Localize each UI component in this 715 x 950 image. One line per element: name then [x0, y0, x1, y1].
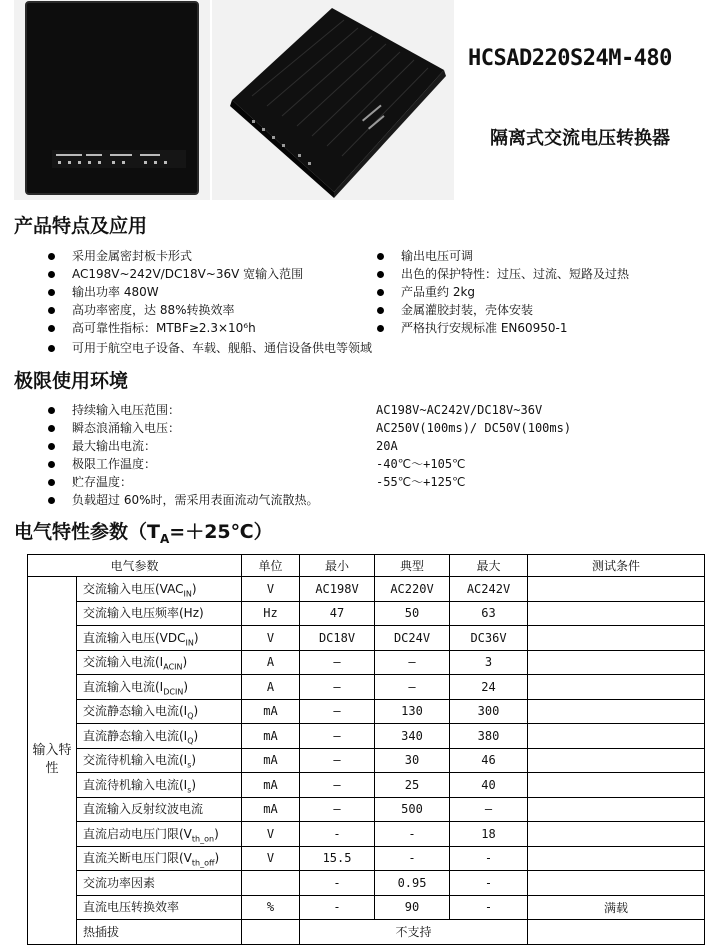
limit-note: 负载超过 60%时，需采用表面流动气流散热。	[72, 491, 319, 509]
table-row	[28, 846, 705, 871]
param-min: -	[300, 822, 375, 847]
bullet-icon	[48, 479, 55, 486]
table-row	[28, 724, 705, 749]
param-typ: DC24V	[375, 626, 450, 651]
bullet-icon	[48, 345, 55, 352]
electrical-heading: 电气特性参数$(T_A=+25℃)$	[14, 521, 273, 546]
param-unit	[242, 871, 300, 896]
param-unit	[242, 920, 300, 945]
header-max: 最大	[450, 555, 528, 577]
param-max: 380	[450, 724, 528, 749]
limit-item: 最大输出电流： 20A	[72, 437, 156, 455]
table-row	[28, 920, 705, 945]
param-min: 15.5	[300, 846, 375, 871]
param-min: —	[300, 675, 375, 700]
param-cond	[528, 748, 705, 773]
bullet-icon	[48, 407, 55, 414]
feature-item: 高功率密度，达 88%转换效率	[72, 301, 235, 319]
table-row	[28, 626, 705, 651]
param-name: 交流功率因素	[77, 871, 242, 896]
bullet-icon	[377, 289, 384, 296]
param-unit: V	[242, 822, 300, 847]
product-subtitle: 隔离式交流电压转换器	[490, 128, 670, 149]
header-cond: 测试条件	[528, 555, 705, 577]
bullet-icon	[48, 271, 55, 278]
param-max: -	[450, 846, 528, 871]
param-unit: V	[242, 846, 300, 871]
param-cond	[528, 626, 705, 651]
bullet-icon	[48, 253, 55, 260]
table-row	[28, 895, 705, 920]
bullet-icon	[48, 461, 55, 468]
param-typ: 340	[375, 724, 450, 749]
param-name: 直流输入电压$(VDC_{IN})$	[77, 626, 242, 651]
param-min: —	[300, 797, 375, 822]
param-unit: %	[242, 895, 300, 920]
param-unit: mA	[242, 797, 300, 822]
param-typ: 90	[375, 895, 450, 920]
feature-item: 输出电压可调	[401, 247, 473, 265]
param-unit: mA	[242, 748, 300, 773]
param-cond	[528, 699, 705, 724]
param-typ: 25	[375, 773, 450, 798]
param-max: 24	[450, 675, 528, 700]
param-max: DC36V	[450, 626, 528, 651]
param-min: —	[300, 699, 375, 724]
param-max: -	[450, 895, 528, 920]
param-max: -	[450, 871, 528, 896]
param-min: —	[300, 650, 375, 675]
bullet-icon	[48, 425, 55, 432]
bullet-icon	[48, 497, 55, 504]
param-unit: V	[242, 626, 300, 651]
param-name: 直流启动电压门限$(V_{th\_on})$	[77, 822, 242, 847]
table-header-row	[28, 555, 705, 577]
param-unit: Hz	[242, 601, 300, 626]
bullet-icon	[48, 289, 55, 296]
param-name: 直流待机输入电流$(I_s)$	[77, 773, 242, 798]
param-typ: 30	[375, 748, 450, 773]
table-row	[28, 601, 705, 626]
limits-heading: 极限使用环境	[14, 370, 129, 392]
param-unit: V	[242, 577, 300, 602]
table-row	[28, 797, 705, 822]
electrical-spec-table	[27, 554, 705, 945]
param-unit: mA	[242, 699, 300, 724]
param-cond	[528, 650, 705, 675]
table-row	[28, 748, 705, 773]
bullet-icon	[377, 307, 384, 314]
param-typ: 130	[375, 699, 450, 724]
param-max: 40	[450, 773, 528, 798]
param-value: 不支持	[300, 920, 528, 945]
param-unit: mA	[242, 724, 300, 749]
param-name: 交流输入电流$(I_{ACIN})$	[77, 650, 242, 675]
feature-item: AC198V~242V/DC18V~36V 宽输入范围	[72, 265, 303, 283]
param-max: 3	[450, 650, 528, 675]
param-min: -	[300, 871, 375, 896]
bullet-icon	[48, 325, 55, 332]
param-max: 18	[450, 822, 528, 847]
param-cond	[528, 675, 705, 700]
param-typ: 50	[375, 601, 450, 626]
param-typ: AC220V	[375, 577, 450, 602]
param-cond	[528, 773, 705, 798]
param-cond	[528, 871, 705, 896]
param-cond	[528, 920, 705, 945]
table-row	[28, 675, 705, 700]
param-cond: 满载	[528, 895, 705, 920]
table-row	[28, 822, 705, 847]
param-max: AC242V	[450, 577, 528, 602]
limit-item: 极限工作温度： -40℃～+105℃	[72, 455, 156, 473]
param-typ: -	[375, 822, 450, 847]
param-name: 直流静态输入电流$(I_Q)$	[77, 724, 242, 749]
param-min: —	[300, 773, 375, 798]
param-max: 46	[450, 748, 528, 773]
param-unit: A	[242, 675, 300, 700]
param-min: DC18V	[300, 626, 375, 651]
product-photo-front	[14, 0, 210, 200]
param-min: AC198V	[300, 577, 375, 602]
param-cond	[528, 601, 705, 626]
feature-item: 采用金属密封板卡形式	[72, 247, 192, 265]
param-max: 63	[450, 601, 528, 626]
limit-item: 贮存温度： -55℃～+125℃	[72, 473, 132, 491]
table-row	[28, 650, 705, 675]
feature-item: 输出功率 480W	[72, 283, 159, 301]
param-cond	[528, 797, 705, 822]
param-min: -	[300, 895, 375, 920]
param-max: —	[450, 797, 528, 822]
param-unit: A	[242, 650, 300, 675]
table-row	[28, 871, 705, 896]
limit-item: 瞬态浪涌输入电压： AC250V(100ms)/ DC50V(100ms)	[72, 419, 180, 437]
bullet-icon	[48, 443, 55, 450]
param-name: 交流静态输入电流$(I_Q)$	[77, 699, 242, 724]
feature-item: 严格执行安规标准 EN60950-1	[401, 319, 568, 337]
param-typ: 0.95	[375, 871, 450, 896]
model-number: HCSAD220S24M-480	[468, 46, 672, 71]
param-max: 300	[450, 699, 528, 724]
bullet-icon	[377, 253, 384, 260]
bullet-icon	[377, 271, 384, 278]
param-name: 交流输入电压$(VAC_{IN})$	[77, 577, 242, 602]
feature-item: 产品重约 2kg	[401, 283, 475, 301]
table-row	[28, 577, 705, 602]
product-photo-angled	[212, 0, 454, 200]
feature-item: 高可靠性指标：MTBF≥2.3×10⁶h	[72, 319, 256, 337]
param-min: —	[300, 748, 375, 773]
param-unit: mA	[242, 773, 300, 798]
param-typ: -	[375, 846, 450, 871]
param-cond	[528, 724, 705, 749]
header-param: 电气参数	[28, 555, 242, 577]
param-name: 直流输入电流$(I_{DCIN})$	[77, 675, 242, 700]
param-typ: —	[375, 675, 450, 700]
param-name: 交流输入电压频率(Hz)	[77, 601, 242, 626]
table-row	[28, 699, 705, 724]
header-min: 最小	[300, 555, 375, 577]
param-name: 交流待机输入电流$(I_s)$	[77, 748, 242, 773]
feature-item: 出色的保护特性：过压、过流、短路及过热	[401, 265, 629, 283]
param-name: 直流关断电压门限$(V_{th\_off})$	[77, 846, 242, 871]
feature-item: 金属灌胶封装，壳体安装	[401, 301, 533, 319]
bullet-icon	[377, 325, 384, 332]
bullet-icon	[48, 307, 55, 314]
param-name: 热插拔	[77, 920, 242, 945]
table-row	[28, 773, 705, 798]
param-cond	[528, 822, 705, 847]
group-label: 输入特性	[28, 577, 77, 945]
param-typ: —	[375, 650, 450, 675]
param-name: 直流输入反射纹波电流	[77, 797, 242, 822]
param-cond	[528, 577, 705, 602]
header-typ: 典型	[375, 555, 450, 577]
header-unit: 单位	[242, 555, 300, 577]
param-typ: 500	[375, 797, 450, 822]
limit-item: 持续输入电压范围： AC198V~AC242V/DC18V~36V	[72, 401, 180, 419]
param-min: 47	[300, 601, 375, 626]
param-name: 直流电压转换效率	[77, 895, 242, 920]
features-heading: 产品特点及应用	[14, 215, 148, 237]
param-min: —	[300, 724, 375, 749]
feature-item: 可用于航空电子设备、车载、舰船、通信设备供电等领域	[72, 339, 372, 357]
param-cond	[528, 846, 705, 871]
